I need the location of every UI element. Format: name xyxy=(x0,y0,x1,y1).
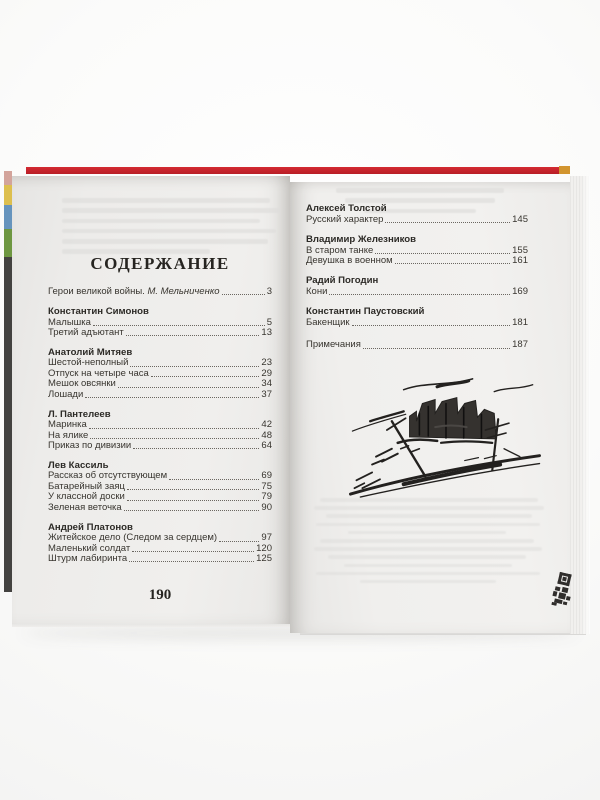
dot-leader xyxy=(124,510,260,511)
toc-entry: Шестой-неполный 23 xyxy=(48,357,272,369)
toc-entry: Примечания 187 xyxy=(306,339,528,351)
toc-entry: У классной доски 79 xyxy=(48,491,272,503)
toc-author: Константин Симонов xyxy=(48,305,149,317)
dot-leader xyxy=(395,263,510,264)
toc-author: Анатолий Митяев xyxy=(48,346,133,358)
dot-leader xyxy=(132,551,254,552)
toc-author: Владимир Железников xyxy=(306,234,417,245)
dot-leader xyxy=(352,325,511,326)
toc-entry: Русский характер 145 xyxy=(306,213,528,225)
dot-leader xyxy=(363,348,510,349)
toc-entry: Штурм лабиринта 125 xyxy=(48,552,272,564)
toc-entry: Лошади 37 xyxy=(48,388,272,400)
cover-top-orange-corner xyxy=(559,166,570,174)
toc-entry: Приказ по дивизии 64 xyxy=(48,439,272,451)
toc-entry: Рассказ об отсутствующем 69 xyxy=(48,470,272,482)
toc-group xyxy=(48,307,272,338)
cover-edge-dark xyxy=(4,257,12,592)
dot-leader xyxy=(129,561,254,562)
page-number: 190 xyxy=(148,587,172,603)
toc-author: Радий Погодин xyxy=(306,275,379,287)
toc-entry: Девушка в военном 161 xyxy=(306,255,528,266)
dot-leader xyxy=(133,448,259,449)
toc-entry: Малышка 5 xyxy=(48,316,272,328)
dot-leader xyxy=(118,387,260,388)
toc-right-column xyxy=(306,204,528,351)
toc-group xyxy=(48,348,272,400)
dot-leader xyxy=(130,366,259,367)
toc-author: Алексей Толстой xyxy=(306,203,387,214)
toc-entry: Отпуск на четыре часа 29 xyxy=(48,367,272,379)
toc-group xyxy=(306,204,528,225)
toc-entry xyxy=(48,287,272,297)
cover-edge-pink xyxy=(4,171,12,185)
toc-group xyxy=(48,410,272,452)
dot-leader xyxy=(93,325,265,326)
toc-group xyxy=(306,235,528,266)
toc-group xyxy=(48,461,272,513)
toc-entry: Мешок овсянки 34 xyxy=(48,378,272,390)
toc-author: Л. Пантелеев xyxy=(48,408,111,420)
cover-edge-yellow xyxy=(4,185,12,205)
cover-top-red-edge xyxy=(26,167,561,174)
dot-leader xyxy=(89,428,260,429)
toc-entry: Житейское дело (Следом за сердцем) 97 xyxy=(48,532,272,544)
left-page xyxy=(12,176,290,624)
bleed-through-text xyxy=(62,198,284,260)
dot-leader xyxy=(127,489,259,490)
toc-author: Константин Паустовский xyxy=(306,306,425,318)
dot-leader xyxy=(219,541,259,542)
war-ruins-sketch-illustration xyxy=(345,370,545,498)
toc-group xyxy=(306,276,528,297)
toc-title: СОДЕРЖАНИЕ xyxy=(90,254,230,273)
dot-leader xyxy=(151,376,260,377)
bleed-through-text xyxy=(308,498,552,588)
page-stack-fore-edge xyxy=(570,176,590,634)
toc-entry: На ялике 48 xyxy=(48,429,272,441)
toc-group xyxy=(48,523,272,565)
toc-group xyxy=(306,307,528,328)
toc-entry: Маринка 42 xyxy=(48,419,272,431)
toc-entry: Третий адъютант 13 xyxy=(48,326,272,338)
dot-leader xyxy=(90,438,259,439)
toc-left-column xyxy=(48,254,272,564)
toc-author: Лев Кассиль xyxy=(48,459,109,471)
toc-entry: Бакенщик 181 xyxy=(306,317,528,328)
cover-edge-green xyxy=(4,229,12,257)
dot-leader xyxy=(126,335,260,336)
dot-leader xyxy=(329,294,510,295)
toc-entry: Маленький солдат 120 xyxy=(48,542,272,554)
dot-leader xyxy=(169,479,259,480)
toc-entry-page: 3 xyxy=(266,286,272,297)
dot-leader xyxy=(85,397,259,398)
toc-entry-title: Герои великой войны. М. Мельниченко xyxy=(48,286,220,297)
dot-leader xyxy=(127,500,260,501)
dot-leader xyxy=(385,222,510,223)
dot-leader xyxy=(375,253,510,254)
cover-left-edge xyxy=(4,171,12,592)
dot-leader xyxy=(222,294,265,295)
toc-entry: Зеленая веточка 90 xyxy=(48,501,272,513)
right-page xyxy=(290,182,570,633)
toc-entry: Кони 169 xyxy=(306,286,528,297)
toc-entry: В старом танке 155 xyxy=(306,244,528,256)
toc-author: Андрей Платонов xyxy=(48,521,133,533)
cover-edge-blue xyxy=(4,205,12,229)
toc-entry: Батарейный заяц 75 xyxy=(48,480,272,492)
